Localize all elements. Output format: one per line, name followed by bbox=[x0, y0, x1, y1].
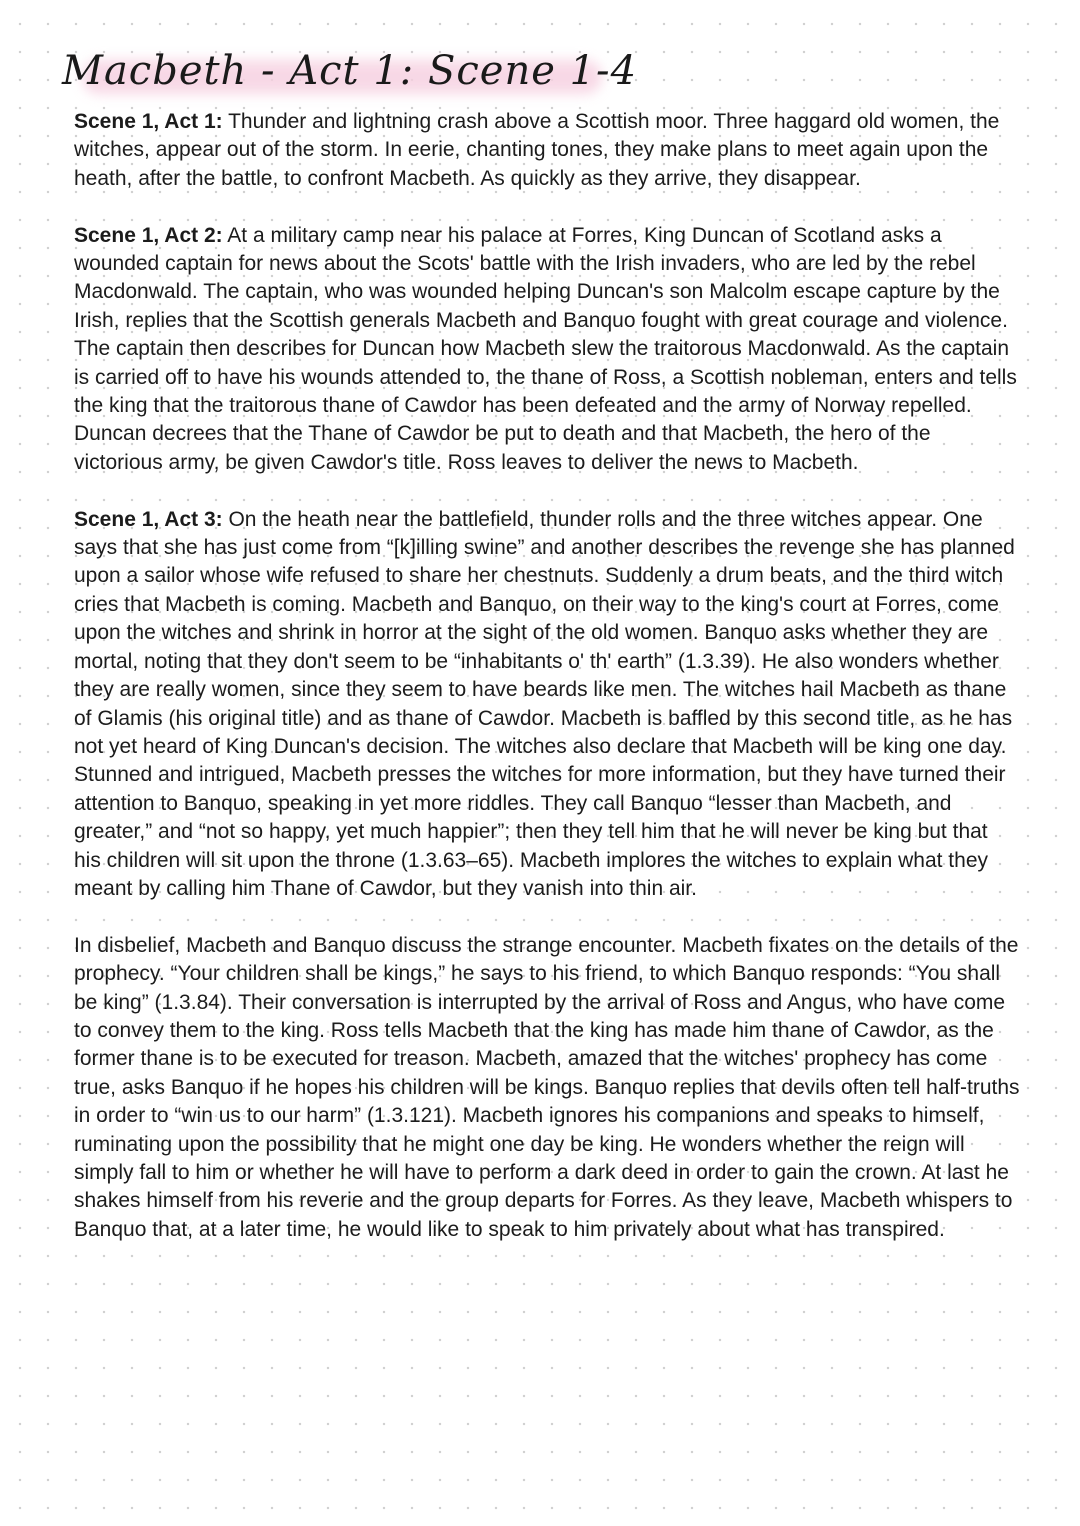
paragraph-continuation bbox=[74, 932, 1020, 1244]
paragraph-text: Thunder and lightning crash above a Scottish moor. Three haggard old women, the witches, appear out of the storm. In eerie, chanting tones, they make plans to meet again upon the heath, after the battle, to confront Macbeth. As quickly as they arrive, they disappear. bbox=[74, 110, 1000, 190]
paragraph-label: Scene 1, Act 1: bbox=[74, 110, 223, 133]
paragraph-scene-1-act-3 bbox=[74, 506, 1020, 904]
paragraph-scene-1-act-2 bbox=[74, 222, 1020, 478]
summary-body bbox=[74, 108, 1020, 1273]
page-title: Macbeth - Act 1: Scene 1-4 bbox=[62, 48, 638, 94]
paragraph-label: Scene 1, Act 3: bbox=[74, 507, 223, 531]
paragraph-text: At a military camp near his palace at Forres, King Duncan of Scotland asks a wounded captain for news about the Scots' battle with the Irish invaders, who are led by the rebel Macdonwald. The captain, who was wounded helping Duncan's son Malcolm escape capture by the Irish, replies that the Scottish generals Macbeth and Banquo fought with great courage and violence. The captain then describes for Duncan how Macbeth slew the traitorous Macdonwald. As the captain is carried off to have his wounds attended to, the thane of Ross, a Scottish nobleman, enters and tells the king that the traitorous thane of Cawdor has been defeated and the army of Norway repelled. Duncan decrees that the Thane of Cawdor be put to death and that Macbeth, the hero of the victorious army, be given Cawdor's title. Ross leaves to deliver the news to Macbeth. bbox=[74, 223, 1017, 474]
paragraph-scene-1-act-1 bbox=[74, 108, 1020, 193]
paragraph-text: On the heath near the battlefield, thunder rolls and the three witches appear. One says that she has just come from “[k]illing swine” and another describes the revenge she has planned upon a sailor whose wife refused to share her chestnuts. Suddenly a drum beats, and the third witch cries that Macbeth is coming. Macbeth and Banquo, on their way to the king's court at Forres, come upon the witches and shrink in horror at the sight of the old women. Banquo asks whether they are mortal, noting that they don't seem to be “inhabitants o' th' earth” (1.3.39). He also wonders whether they are really women, since they seem to have beards like men. The witches hail Macbeth as thane of Glamis (his original title) and as thane of Cawdor. Macbeth is baffled by this second title, as he has not yet heard of King Duncan's decision. The witches also declare that Macbeth will be king one day. Stunned and intrigued, Macbeth presses the witches for more information, but they have turned their attention to Banquo, speaking in yet more riddles. They call Banquo “lesser than Macbeth, and greater,” and “not so happy, yet much happier”; then they tell him that he will never be king but that his children will sit upon the throne (1.3.63–65). Macbeth implores the witches to explain what they meant by calling him Thane of Cawdor, but they vanish into thin air. bbox=[74, 507, 1015, 900]
paragraph-label: Scene 1, Act 2: bbox=[74, 223, 223, 247]
title-area bbox=[62, 40, 637, 102]
paragraph-text: In disbelief, Macbeth and Banquo discuss the strange encounter. Macbeth fixates on the details of the prophecy. “Your children shall be kings,” he says to his friend, to which Banquo responds: “You shall be king” (1.3.84). Their conversation is interrupted by the arrival of Ross and Angus, who have come to convey them to the king. Ross tells Macbeth that the king has made him thane of Cawdor, as the former thane is to be executed for treason. Macbeth, amazed that the witches' prophecy has come true, asks Banquo if he hopes his children will be kings. Banquo replies that devils often tell half-truths in order to “win us to our harm” (1.3.121). Macbeth ignores his companions and speaks to himself, ruminating upon the possibility that he might one day be king. He wonders whether the reign will simply fall to him or whether he will have to perform a dark deed in order to gain the crown. At last he shakes himself from his reverie and the group departs for Forres. As they leave, Macbeth whispers to Banquo that, at a later time, he would like to speak to him privately about what has transpired. bbox=[74, 933, 1020, 1241]
